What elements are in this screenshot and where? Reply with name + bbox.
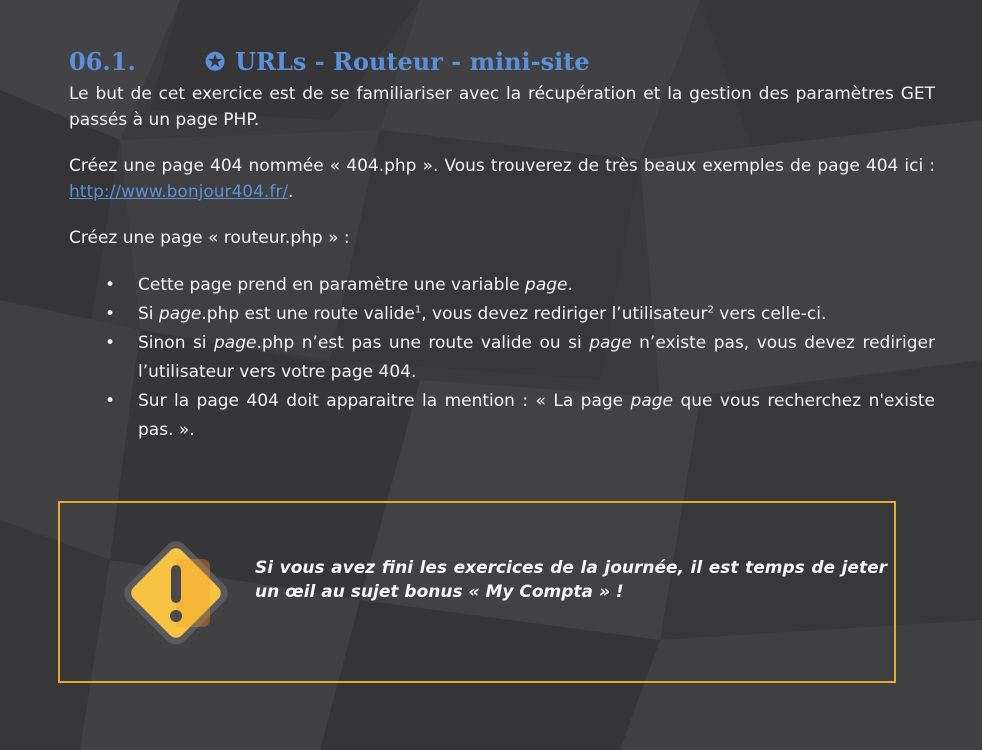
item-text: n’existe pas, vous devez rediriger l’utilisateur vers votre page 404. — [138, 333, 935, 382]
footnote-ref: 1 — [414, 304, 422, 316]
list-item — [69, 387, 935, 445]
bullet-icon: • — [105, 275, 116, 295]
intro-paragraph: Le but de cet exercice est de se familiariser avec la récupération et la gestion des paramètres GET passés à un page PHP. — [69, 84, 935, 130]
item-text: .php n’est pas une route valide ou si — [256, 333, 590, 353]
bullet-icon: • — [105, 391, 116, 411]
item-text: , vous devez rediriger l’utilisateur — [421, 304, 708, 324]
item-text: Cette page prend en paramètre une variable — [138, 275, 526, 295]
section-title — [69, 44, 935, 80]
item-variable: page — [214, 333, 257, 353]
item-text: que vous recherchez n'existe pas. ». — [138, 391, 935, 440]
page-404-paragraph — [69, 153, 935, 205]
bonjour404-link[interactable]: http://www.bonjour404.fr/ — [69, 182, 289, 202]
warning-diamond-icon — [114, 531, 238, 655]
bullet-icon: • — [105, 333, 116, 353]
routeur-paragraph: Créez une page « routeur.php » : — [69, 228, 350, 248]
item-variable: page — [158, 304, 202, 324]
item-text: vers celle-ci. — [713, 304, 827, 324]
requirements-list — [69, 271, 935, 445]
section-number: 06.1. — [69, 47, 136, 76]
list-item — [69, 329, 935, 387]
item-text: Sur la page 404 doit apparaitre la mention : « La page — [138, 391, 631, 411]
bonus-note-box — [58, 501, 896, 683]
star-icon: ✪ — [205, 47, 226, 76]
item-variable: page — [589, 333, 632, 353]
item-text: . — [567, 275, 573, 295]
page-404-text: Créez une page 404 nommée « 404.php ». Vous trouverez de très beaux exemples de page 404 ici : — [69, 156, 935, 176]
item-variable: page — [525, 275, 568, 295]
bullet-icon: • — [105, 304, 116, 324]
item-text: Sinon si — [138, 333, 215, 353]
item-text: Si — [138, 304, 159, 324]
footnote-ref: 2 — [707, 304, 714, 316]
item-variable: page — [630, 391, 674, 411]
list-item — [69, 300, 935, 329]
page-404-period: . — [288, 182, 294, 202]
list-item — [69, 271, 935, 300]
exercise-content — [69, 44, 935, 445]
bonus-note-text: Si vous avez fini les exercices de la journée, il est temps de jeter un œil au sujet bonus « My Compta » ! — [255, 558, 887, 602]
section-title-text: URLs - Routeur - mini-site — [235, 47, 590, 76]
item-text: .php est une route valide — [201, 304, 415, 324]
